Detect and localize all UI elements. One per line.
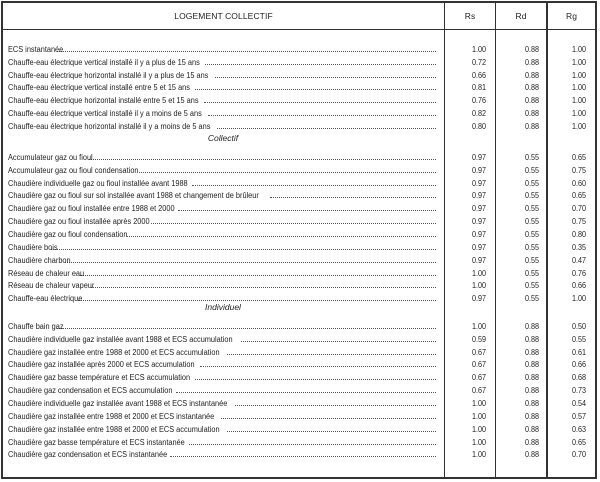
table-row (3, 371, 595, 384)
dot-leader (178, 204, 436, 211)
table-row (3, 346, 595, 359)
table-row (3, 43, 595, 56)
rs-value: 0.82 (471, 109, 487, 119)
dot-leader (139, 166, 436, 173)
dot-leader (57, 45, 436, 52)
rg-value: 0.65 (571, 152, 587, 162)
row-label-cell (8, 438, 436, 447)
row-label-cell (8, 230, 436, 239)
row-label: Chauffe-eau électrique vertical installé entre 5 et 15 ans (8, 83, 190, 93)
dot-leader (51, 243, 436, 250)
row-label: Chaudière gaz basse température et ECS accumulation (8, 373, 191, 383)
rg-value: 0.60 (571, 178, 587, 188)
rd-value: 0.55 (524, 229, 540, 239)
rs-value: 0.72 (471, 57, 487, 67)
section-title: Individuel (205, 302, 241, 312)
rd-value: 0.55 (524, 242, 540, 252)
row-label: Chaudière gaz ou fioul installée entre 1988 et 2000 (8, 204, 175, 214)
row-label: Chauffe-eau électrique (8, 294, 83, 304)
dot-leader (204, 96, 436, 103)
row-label: Réseau de chaleur eau (8, 268, 85, 278)
rg-value: 0.76 (571, 268, 587, 278)
rg-value: 0.75 (571, 217, 587, 227)
rd-value: 0.55 (524, 178, 540, 188)
row-label-cell (8, 179, 436, 188)
header-divider (3, 29, 595, 30)
rs-value: 0.97 (471, 191, 487, 201)
rs-value: 1.00 (471, 398, 487, 408)
table-row (3, 267, 595, 280)
row-label-cell (8, 373, 436, 382)
rg-value: 1.00 (571, 96, 587, 106)
row-label: Chaudière individuelle gaz installée avant 1988 et ECS accumulation (8, 334, 233, 344)
dot-leader (65, 256, 436, 263)
dot-leader (217, 122, 436, 129)
row-label: Chaudière charbon (8, 255, 71, 265)
table-row (3, 82, 595, 95)
row-label-cell (8, 269, 436, 278)
dot-leader (221, 412, 436, 419)
rs-value: 1.00 (471, 44, 487, 54)
row-label-cell (8, 360, 436, 369)
row-label-cell (8, 45, 436, 54)
row-label: Chauffe-eau électrique horizontal installé entre 5 et 15 ans (8, 96, 199, 106)
row-label-cell (8, 412, 436, 421)
rs-value: 0.76 (471, 96, 487, 106)
row-label: Chauffe-eau électrique vertical installé il y a moins de 5 ans (8, 109, 202, 119)
row-label-cell (8, 425, 436, 434)
table-row (3, 69, 595, 82)
dot-leader (241, 335, 436, 342)
rd-value: 0.88 (524, 70, 540, 80)
rs-value: 0.97 (471, 165, 487, 175)
header-rg: Rg (565, 11, 578, 21)
rg-value: 1.00 (571, 121, 587, 131)
row-label-cell (8, 217, 436, 226)
rs-value: 0.97 (471, 178, 487, 188)
rg-value: 0.66 (571, 360, 587, 370)
rg-value: 1.00 (571, 83, 587, 93)
rg-value: 0.65 (571, 437, 587, 447)
dot-leader (270, 191, 436, 198)
rs-value: 0.81 (471, 83, 487, 93)
row-label: Chauffe bain gaz (8, 321, 64, 331)
table-row (3, 449, 595, 462)
rd-value: 0.88 (524, 321, 540, 331)
row-label-cell (8, 450, 436, 459)
row-label-cell (8, 166, 436, 175)
rd-value: 0.88 (524, 57, 540, 67)
rs-value: 0.97 (471, 204, 487, 214)
rg-value: 0.61 (571, 347, 587, 357)
table-row (3, 228, 595, 241)
row-label-cell (8, 83, 436, 92)
row-label-cell (8, 109, 436, 118)
dot-leader (208, 109, 436, 116)
table-row (3, 215, 595, 228)
header-rd: Rd (515, 11, 527, 21)
rd-value: 0.88 (524, 121, 540, 131)
row-label-cell (8, 322, 436, 331)
rs-value: 0.97 (471, 217, 487, 227)
rs-value: 0.67 (471, 386, 487, 396)
rg-value: 0.65 (571, 191, 587, 201)
rd-value: 0.55 (524, 152, 540, 162)
row-label: Chaudière gaz installée entre 1988 et 2000 et ECS accumulation (8, 347, 220, 357)
dot-leader (189, 438, 436, 445)
dot-leader (227, 425, 436, 432)
table-row (3, 410, 595, 423)
rd-value: 0.88 (524, 44, 540, 54)
rs-value: 1.00 (471, 437, 487, 447)
table-row (3, 280, 595, 293)
rs-value: 0.97 (471, 294, 487, 304)
table-row (3, 94, 595, 107)
row-label-cell (8, 191, 436, 200)
rd-value: 0.55 (524, 165, 540, 175)
dot-leader (205, 58, 436, 65)
rg-value: 0.57 (571, 411, 587, 421)
dot-leader (89, 153, 436, 160)
dot-leader (195, 83, 436, 90)
rs-value: 1.00 (471, 411, 487, 421)
dot-leader (170, 450, 436, 457)
row-label-cell (8, 96, 436, 105)
row-label: Accumulateur gaz ou fioul (8, 152, 93, 162)
dot-leader (91, 281, 436, 288)
row-label-cell (8, 122, 436, 131)
rd-value: 0.88 (524, 373, 540, 383)
row-label: Chaudière gaz installée entre 1988 et 2000 et ECS accumulation (8, 424, 220, 434)
dot-leader (80, 269, 436, 276)
rs-value: 0.97 (471, 229, 487, 239)
rd-value: 0.55 (524, 294, 540, 304)
rd-value: 0.88 (524, 347, 540, 357)
row-label: Chaudière gaz condensation et ECS accumulation (8, 386, 173, 396)
row-label-cell (8, 335, 436, 344)
rg-value: 0.47 (571, 255, 587, 265)
rg-value: 1.00 (571, 294, 587, 304)
table-row (3, 56, 595, 69)
row-label: Chaudière gaz ou fioul sur sol installée avant 1988 et changement de brûleur (8, 191, 259, 201)
rd-value: 0.88 (524, 334, 540, 344)
rs-value: 0.67 (471, 373, 487, 383)
dot-leader (227, 348, 436, 355)
row-label-cell (8, 281, 436, 290)
rs-value: 0.59 (471, 334, 487, 344)
table-row (3, 164, 595, 177)
dot-leader (195, 373, 436, 380)
rd-value: 0.88 (524, 360, 540, 370)
coefficients-table (1, 1, 597, 479)
rd-value: 0.88 (524, 450, 540, 460)
rg-value: 0.50 (571, 321, 587, 331)
row-label: Chauffe-eau électrique horizontal installé il y a plus de 15 ans (8, 70, 209, 80)
dot-leader (57, 322, 436, 329)
section-title: Collectif (207, 133, 239, 143)
row-label: Chaudière individuelle gaz installée avant 1988 et ECS instantanée (8, 398, 228, 408)
row-label-cell (8, 348, 436, 357)
rg-value: 0.68 (571, 373, 587, 383)
rd-value: 0.88 (524, 109, 540, 119)
rs-value: 0.97 (471, 255, 487, 265)
rd-value: 0.88 (524, 386, 540, 396)
row-label-cell (8, 153, 436, 162)
table-row (3, 190, 595, 203)
row-label: Chauffe-eau électrique vertical installé il y a plus de 15 ans (8, 57, 200, 67)
table-row (3, 177, 595, 190)
row-label: Chaudière individuelle gaz ou fioul installée avant 1988 (8, 178, 188, 188)
dot-leader (192, 179, 436, 186)
rg-value: 0.54 (571, 398, 587, 408)
rd-value: 0.88 (524, 437, 540, 447)
table-row (3, 423, 595, 436)
rg-value: 0.75 (571, 165, 587, 175)
table-row (3, 436, 595, 449)
rg-value: 0.63 (571, 424, 587, 434)
table-row (3, 241, 595, 254)
row-label: Chaudière gaz ou fioul installée après 2000 (8, 217, 150, 227)
header-rs: Rs (464, 11, 476, 21)
rs-value: 0.80 (471, 121, 487, 131)
row-label-cell (8, 256, 436, 265)
rs-value: 1.00 (471, 424, 487, 434)
rg-value: 1.00 (571, 57, 587, 67)
rg-value: 0.73 (571, 386, 587, 396)
row-label: Chaudière gaz condensation et ECS instantanée (8, 450, 168, 460)
rd-value: 0.88 (524, 83, 540, 93)
dot-leader (235, 399, 436, 406)
dot-leader (151, 217, 436, 224)
rd-value: 0.88 (524, 424, 540, 434)
rg-value: 0.70 (571, 204, 587, 214)
rd-value: 0.55 (524, 191, 540, 201)
table-row (3, 384, 595, 397)
row-label: Accumulateur gaz ou fioul condensation (8, 165, 139, 175)
rg-value: 1.00 (571, 109, 587, 119)
row-label-cell (8, 204, 436, 213)
header-logement-collectif: LOGEMENT COLLECTIF (174, 11, 273, 21)
rd-value: 0.55 (524, 204, 540, 214)
rd-value: 0.88 (524, 398, 540, 408)
rg-value: 1.00 (571, 44, 587, 54)
dot-leader (78, 294, 436, 301)
row-label-cell (8, 71, 436, 80)
rs-value: 1.00 (471, 268, 487, 278)
rs-value: 0.67 (471, 360, 487, 370)
row-label-cell (8, 399, 436, 408)
row-label-cell (8, 243, 436, 252)
rg-value: 0.70 (571, 450, 587, 460)
rs-value: 1.00 (471, 450, 487, 460)
row-label: Chaudière gaz basse température et ECS instantanée (8, 437, 185, 447)
row-label-cell (8, 386, 436, 395)
rs-value: 0.66 (471, 70, 487, 80)
table-row (3, 397, 595, 410)
rd-value: 0.55 (524, 281, 540, 291)
rg-value: 0.80 (571, 229, 587, 239)
rs-value: 1.00 (471, 281, 487, 291)
table-row (3, 254, 595, 267)
rd-value: 0.55 (524, 268, 540, 278)
table-row (3, 202, 595, 215)
row-label: Chaudière gaz installée après 2000 et ECS accumulation (8, 360, 195, 370)
rd-value: 0.55 (524, 217, 540, 227)
row-label: ECS instantanée (8, 44, 64, 54)
rs-value: 0.67 (471, 347, 487, 357)
rg-value: 1.00 (571, 70, 587, 80)
table-row (3, 120, 595, 133)
row-label: Chaudière bois (8, 242, 58, 252)
table-row (3, 359, 595, 372)
rg-value: 0.66 (571, 281, 587, 291)
dot-leader (200, 360, 436, 367)
row-label: Chauffe-eau électrique horizontal installé il y a moins de 5 ans (8, 121, 211, 131)
row-label: Réseau de chaleur vapeur (8, 281, 95, 291)
table-row (3, 151, 595, 164)
rd-value: 0.88 (524, 96, 540, 106)
row-label: Chaudière gaz ou fioul condensation (8, 229, 128, 239)
row-label: Chaudière gaz installée entre 1988 et 2000 et ECS instantanée (8, 411, 215, 421)
row-label-cell (8, 58, 436, 67)
dot-leader (215, 71, 436, 78)
table-row (3, 107, 595, 120)
rd-value: 0.55 (524, 255, 540, 265)
rs-value: 0.97 (471, 152, 487, 162)
dot-leader (176, 386, 436, 393)
rs-value: 0.97 (471, 242, 487, 252)
rs-value: 1.00 (471, 321, 487, 331)
table-row (3, 333, 595, 346)
rd-value: 0.88 (524, 411, 540, 421)
table-row (3, 320, 595, 333)
rg-value: 0.35 (571, 242, 587, 252)
dot-leader (127, 230, 436, 237)
rg-value: 0.55 (571, 334, 587, 344)
